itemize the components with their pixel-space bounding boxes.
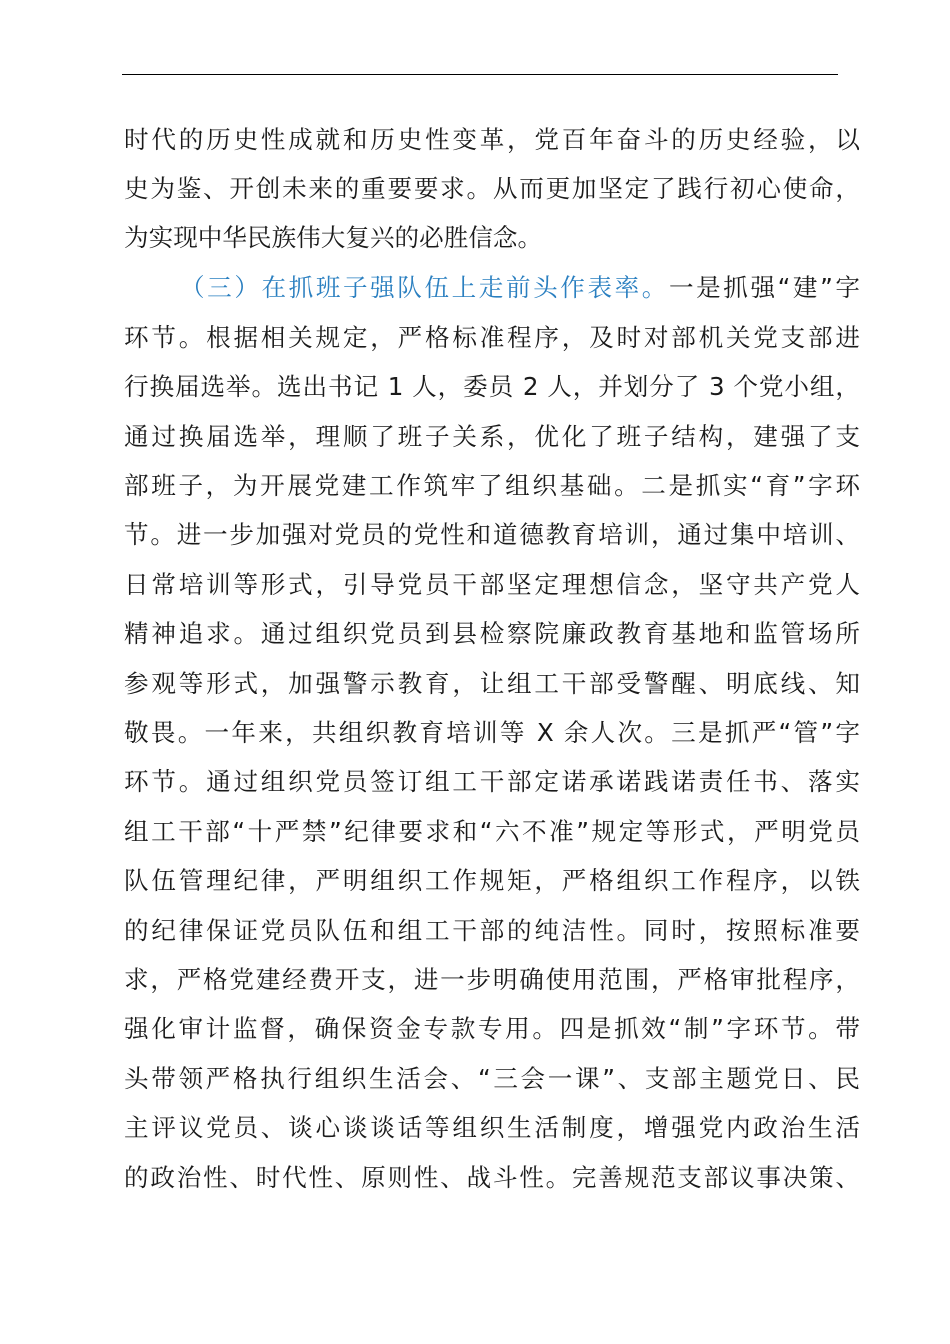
- paragraph-line: 精神追求。通过组织党员到县检察院廉政教育基地和监管场所: [124, 619, 860, 648]
- paragraph-line: 强化审计监督，确保资金专款专用。四是抓效“制”字环节。带: [124, 1014, 861, 1043]
- paragraph-line: 行换届选举。选出书记 1 人，委员 2 人，并划分了 3 个党小组，: [124, 372, 860, 401]
- paragraph-line: 参观等形式，加强警示教育，让组工干部受警醒、明底线、知: [124, 669, 860, 698]
- heading-tail-text: 一是抓强“建”字: [668, 273, 860, 302]
- paragraph-line: 环节。根据相关规定，严格标准程序，及时对部机关党支部进: [124, 323, 860, 352]
- section-heading: （三）在抓班子强队伍上走前头作表率。: [180, 273, 669, 302]
- paragraph-line: 求，严格党建经费开支，进一步明确使用范围，严格审批程序，: [124, 965, 860, 994]
- paragraph-line: 日常培训等形式，引导党员干部坚定理想信念，坚守共产党人: [124, 570, 860, 599]
- paragraph-line: 为实现中华民族伟大复兴的必胜信念。: [124, 223, 543, 252]
- paragraph-line: 的政治性、时代性、原则性、战斗性。完善规范支部议事决策、: [124, 1163, 860, 1192]
- paragraph-line: 队伍管理纪律，严明组织工作规矩，严格组织工作程序，以铁: [124, 866, 860, 895]
- paragraph-line: 头带领严格执行组织生活会、“三会一课”、支部主题党日、民: [124, 1064, 860, 1093]
- paragraph-line: 史为鉴、开创未来的重要要求。从而更加坚定了践行初心使命，: [124, 174, 860, 203]
- paragraph-line: 环节。通过组织党员签订组工干部定诺承诺践诺责任书、落实: [124, 767, 860, 796]
- paragraph-line: 主评议党员、谈心谈谈话等组织生活制度，增强党内政治生活: [124, 1113, 860, 1142]
- paragraph-line: 的纪律保证党员队伍和组工干部的纯洁性。同时，按照标准要: [124, 916, 860, 945]
- section-heading-line: [180, 268, 860, 308]
- paragraph-line: 部班子，为开展党建工作筑牢了组织基础。二是抓实“育”字环: [124, 471, 861, 500]
- paragraph-line: 组工干部“十严禁”纪律要求和“六不准”规定等形式，严明党员: [124, 817, 860, 846]
- paragraph-line: 通过换届选举，理顺了班子关系，优化了班子结构，建强了支: [124, 422, 860, 451]
- paragraph-line: 时代的历史性成就和历史性变革，党百年奋斗的历史经验，以: [124, 125, 860, 154]
- paragraph-line: 节。进一步加强对党员的党性和道德教育培训，通过集中培训、: [124, 520, 860, 549]
- paragraph-line: 敬畏。一年来，共组织教育培训等 X 余人次。三是抓严“管”字: [124, 718, 860, 747]
- header-rule: [122, 74, 838, 75]
